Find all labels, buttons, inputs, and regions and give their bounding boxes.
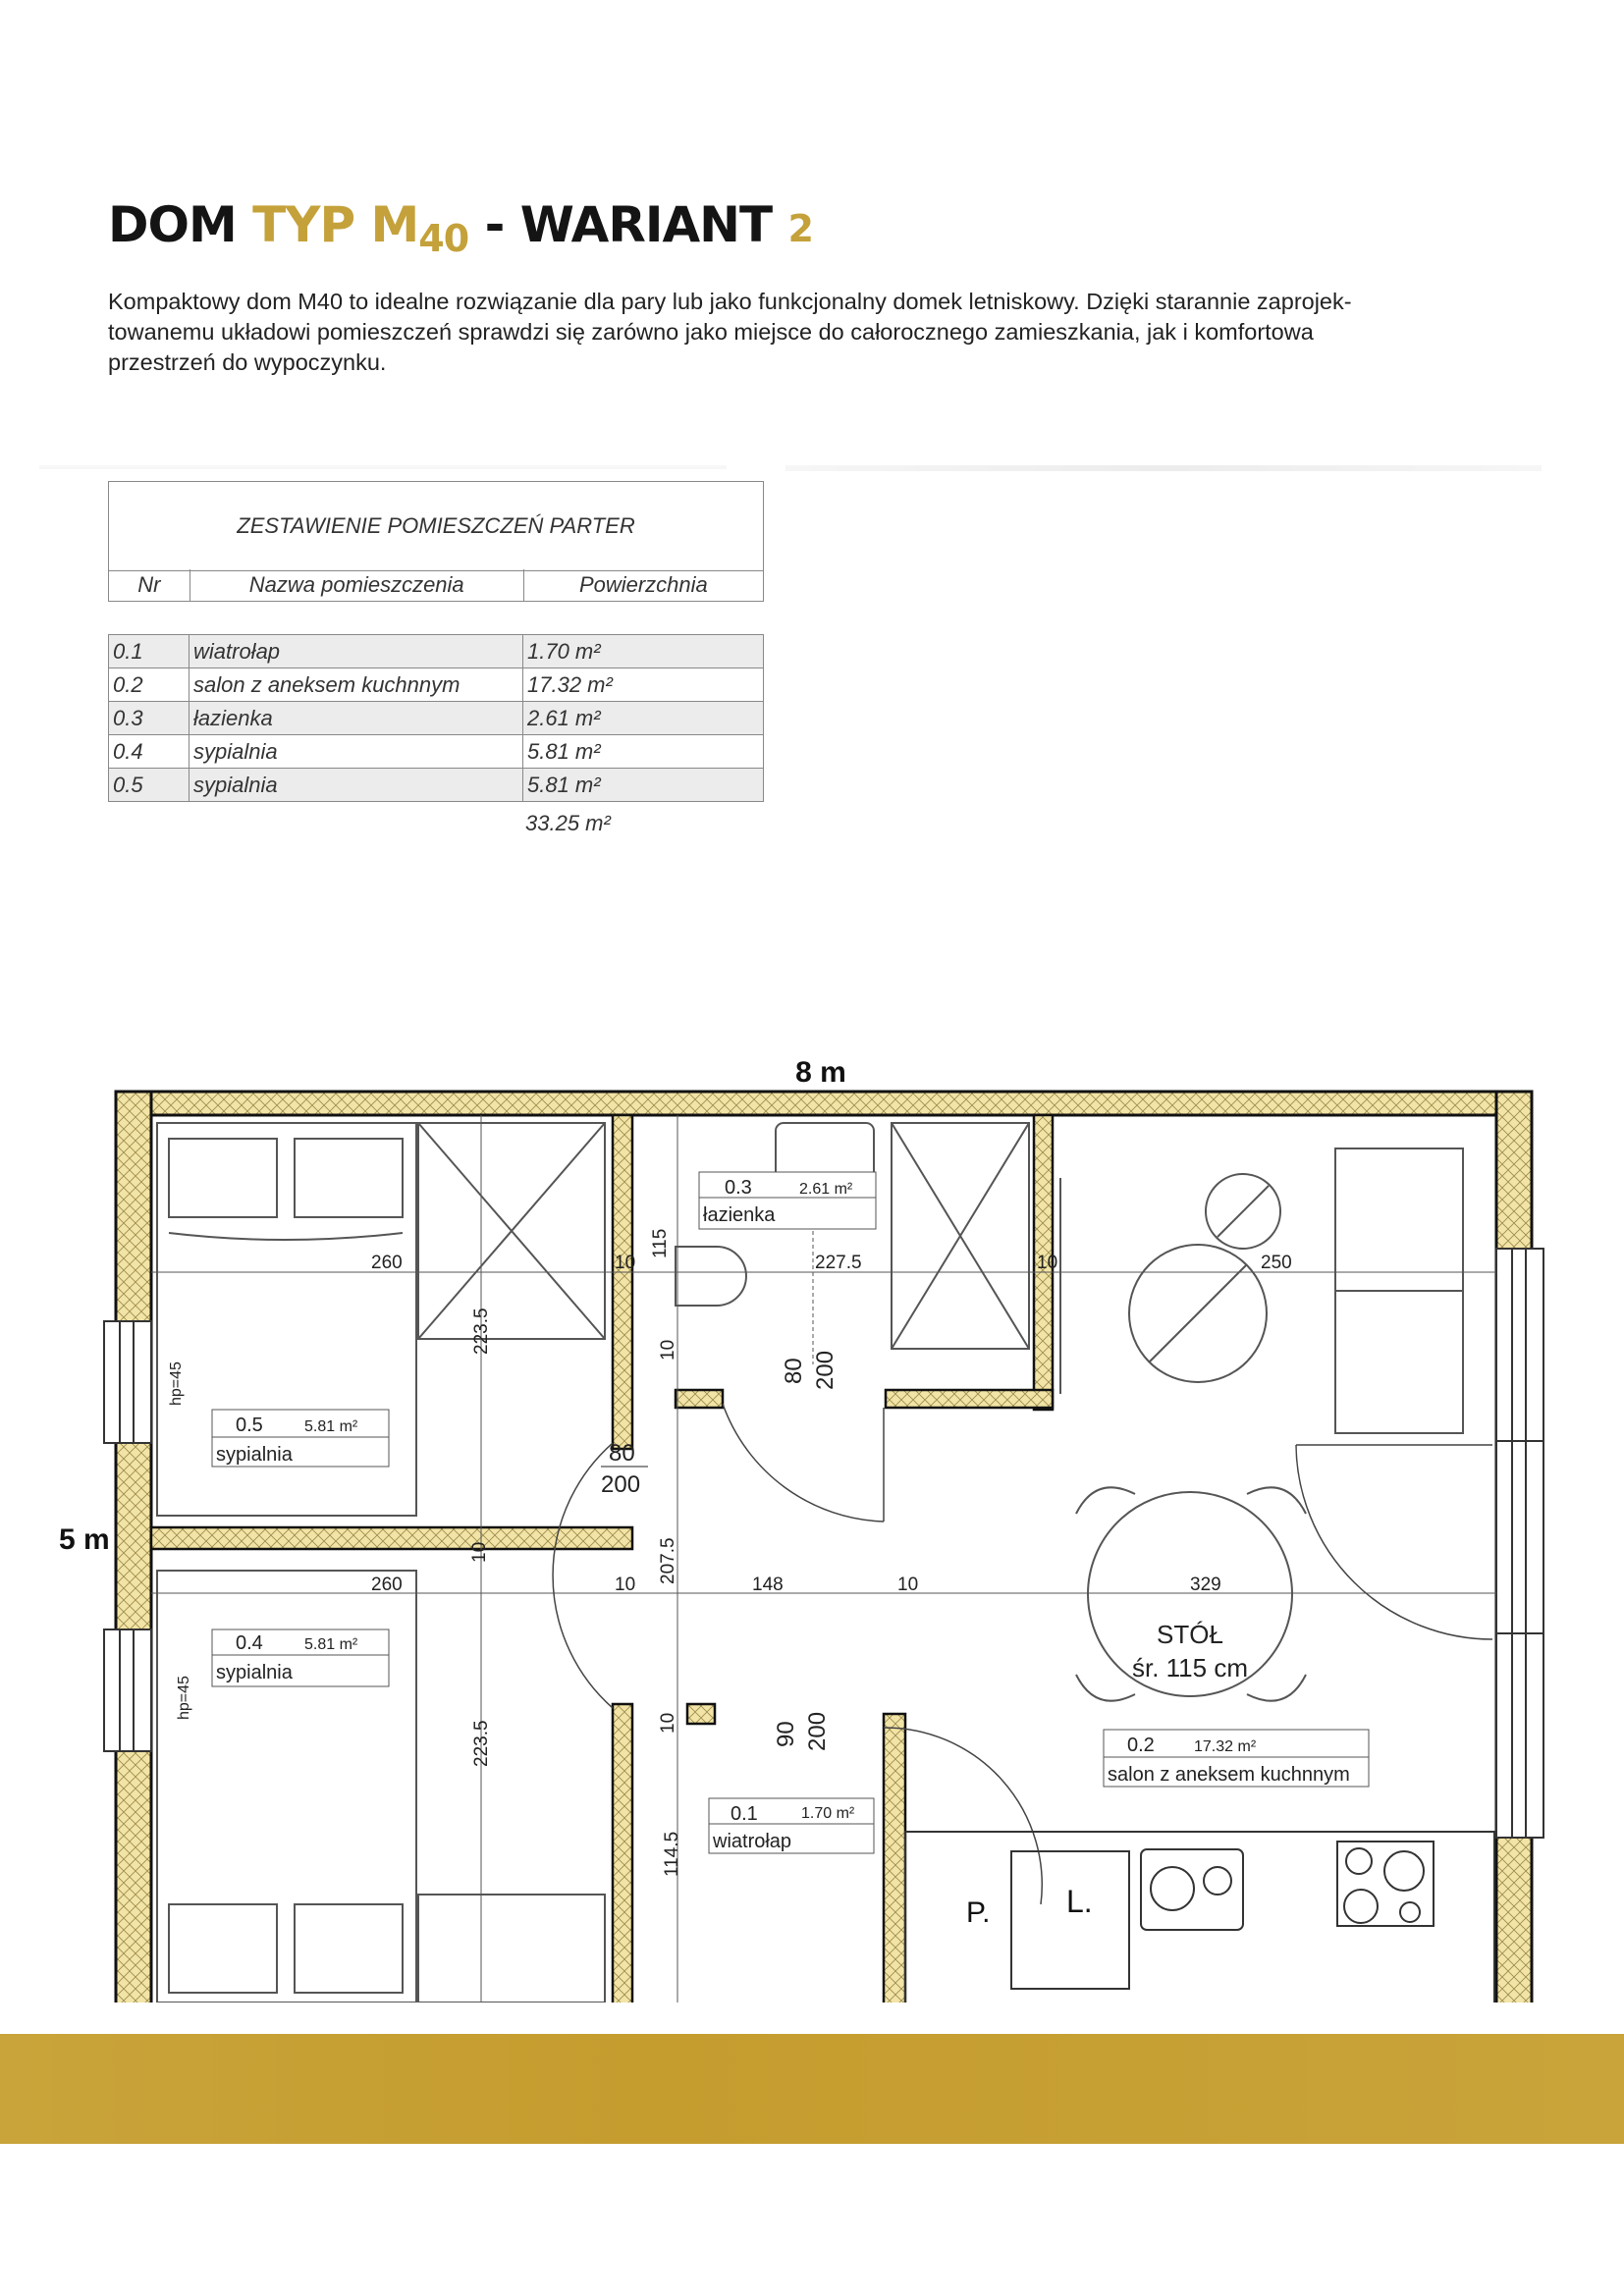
dim-80: 80 [609, 1440, 635, 1467]
dim-10: 10 [615, 1575, 636, 1595]
dim-200: 200 [812, 1350, 839, 1390]
dim-90: 90 [773, 1721, 799, 1747]
cell-area: 5.81 m² [527, 772, 601, 797]
dim-10: 10 [658, 1339, 678, 1361]
room-label-05 [212, 1410, 389, 1467]
col-name: Nazwa pomieszczenia [190, 569, 524, 601]
room-name: sypialnia [216, 1662, 293, 1683]
room-label-03 [699, 1172, 876, 1229]
cell-nr: 0.5 [109, 769, 189, 801]
room-name: salon z aneksem kuchnnym [1108, 1764, 1350, 1786]
fridge-l: L. [1066, 1884, 1093, 1919]
height-label: 5 m [59, 1523, 110, 1556]
room-table-columns [108, 569, 764, 602]
bathroom-fixtures [676, 1123, 1029, 1349]
dim-329: 329 [1190, 1575, 1221, 1595]
room-name: sypialnia [216, 1444, 293, 1466]
room-label-01 [709, 1798, 874, 1853]
room-area: 5.81 m² [304, 1418, 358, 1435]
room-nr: 0.5 [236, 1415, 263, 1436]
room-area: 5.81 m² [304, 1636, 358, 1653]
room-area: 1.70 m² [801, 1805, 855, 1822]
door-swings [553, 1404, 1492, 1904]
table-row [108, 735, 764, 769]
dim-200: 200 [601, 1471, 641, 1498]
dim-10: 10 [469, 1541, 490, 1563]
cell-name: wiatrołap [189, 635, 523, 667]
room-name: wiatrołap [713, 1831, 792, 1852]
hp-label: hp=45 [176, 1676, 192, 1720]
dim-2275: 227.5 [815, 1253, 862, 1273]
room-table-title: ZESTAWIENIE POMIESZCZEŃ PARTER [108, 481, 764, 571]
table-size: śr. 115 cm [1131, 1653, 1249, 1682]
room-area: 2.61 m² [799, 1181, 853, 1198]
dim-2235: 223.5 [471, 1308, 492, 1355]
table-row [108, 702, 764, 735]
col-area: Powierzchnia [578, 572, 708, 597]
cell-name: salon z aneksem kuchnnym [189, 668, 523, 701]
dim-260: 260 [371, 1253, 403, 1273]
room-nr: 0.2 [1127, 1735, 1155, 1756]
table-label: STÓŁ [1157, 1620, 1223, 1649]
footer-band [0, 2034, 1624, 2144]
cell-area: 2.61 m² [527, 705, 601, 730]
cell-area: 5.81 m² [527, 738, 601, 764]
dim-115: 115 [650, 1228, 671, 1258]
room-nr: 0.4 [236, 1632, 263, 1654]
description-line: towanemu układowi pomieszczeń sprawdzi się zarówno jako miejsce do całorocznego zamieszkania, jak i komfortowa [108, 319, 1314, 345]
inner-walls [151, 1115, 1053, 2002]
dim-1145: 114.5 [662, 1831, 682, 1877]
kitchen [905, 1832, 1494, 2002]
room-nr: 0.3 [725, 1177, 752, 1199]
fridge-p: P. [966, 1896, 991, 1929]
room-area: 17.32 m² [1194, 1738, 1257, 1755]
cell-area: 1.70 m² [527, 638, 601, 664]
divider [785, 465, 1542, 471]
cell-name: sypialnia [189, 735, 523, 768]
dim-10: 10 [615, 1253, 636, 1273]
dim-10: 10 [658, 1712, 678, 1734]
room-table [108, 634, 764, 802]
room-name: łazienka [703, 1204, 776, 1226]
room-table-header [108, 481, 764, 609]
dim-260: 260 [371, 1575, 403, 1595]
dim-2075: 207.5 [658, 1537, 678, 1584]
dimension-lines [151, 1115, 1496, 2002]
room-label-02 [1104, 1730, 1369, 1787]
dim-10: 10 [897, 1575, 919, 1595]
cell-nr: 0.2 [109, 668, 189, 701]
room-nr: 0.1 [731, 1803, 758, 1825]
page-title: DOM TYP $M_{40}$ - WARIANT 2 [108, 196, 813, 260]
cell-nr: 0.3 [109, 702, 189, 734]
table-row [108, 769, 764, 802]
total-area: 33.25 m² [525, 811, 611, 835]
divider [39, 465, 727, 469]
col-nr: Nr [109, 569, 190, 601]
table-row [108, 668, 764, 702]
cell-name: łazienka [189, 702, 523, 734]
dim-250: 250 [1261, 1253, 1292, 1273]
description-line: Kompaktowy dom M40 to idealne rozwiązanie dla pary lub jako funkcjonalny domek letniskowy. Dzięki starannie zaprojek- [108, 289, 1352, 314]
hp-label: hp=45 [168, 1362, 185, 1406]
cell-nr: 0.4 [109, 735, 189, 768]
room-label-04 [212, 1629, 389, 1686]
dim-200: 200 [804, 1711, 831, 1751]
cell-name: sypialnia [189, 769, 523, 801]
floor-plan [0, 1041, 1624, 2002]
cell-area: 17.32 m² [527, 671, 613, 697]
dim-80: 80 [781, 1358, 807, 1384]
description-line: przestrzeń do wypoczynku. [108, 349, 387, 375]
dim-10: 10 [1037, 1253, 1058, 1273]
description [108, 287, 1483, 378]
table-row [108, 634, 764, 668]
width-label: 8 m [795, 1056, 846, 1089]
cell-nr: 0.1 [109, 635, 189, 667]
dim-148: 148 [752, 1575, 784, 1595]
dim-2235: 223.5 [471, 1720, 492, 1767]
